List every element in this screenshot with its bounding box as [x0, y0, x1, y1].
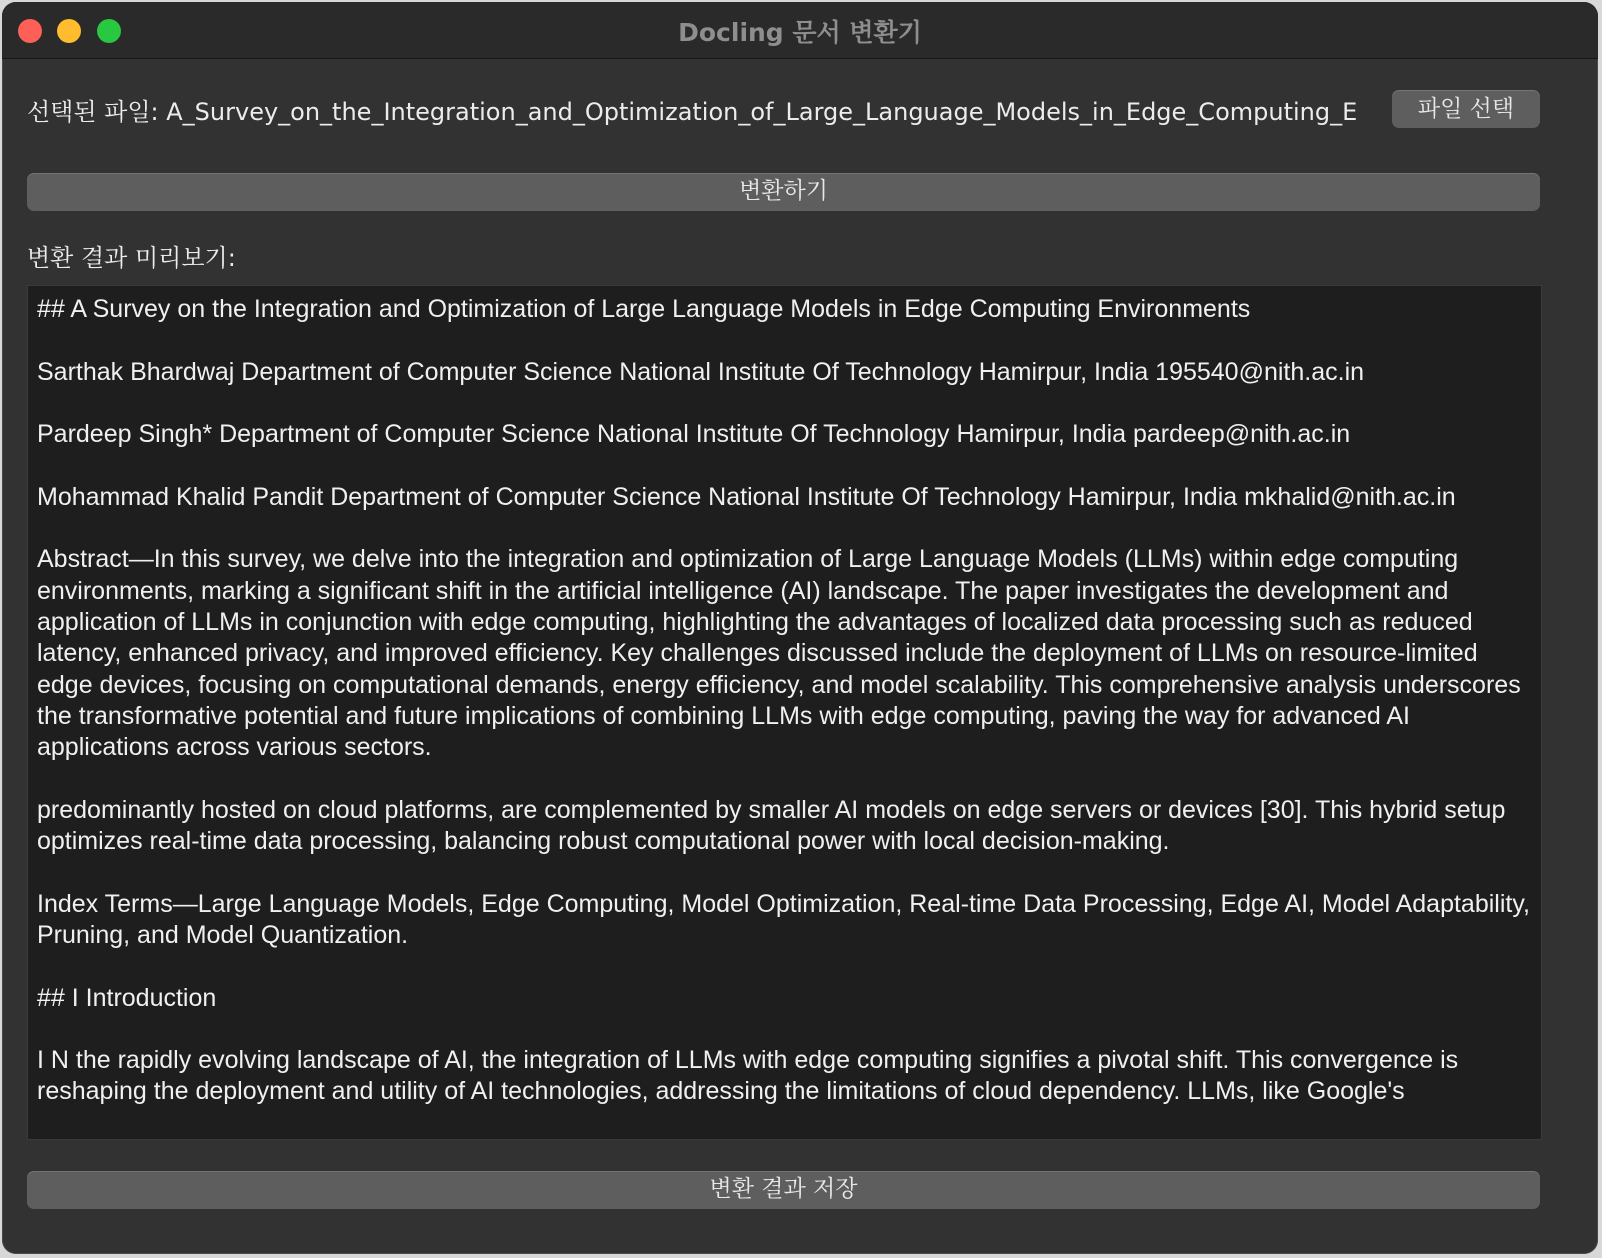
convert-button[interactable]: 변환하기	[27, 173, 1540, 211]
preview-paragraph: Mohammad Khalid Pandit Department of Computer Science National Institute Of Technology Hamirpur, India mkhalid@nith.ac.in	[37, 482, 1456, 511]
preview-label: 변환 결과 미리보기:	[27, 244, 236, 272]
selected-file-label: 선택된 파일: A_Survey_on_the_Integration_and_Optimization_of_Large_Language_Models_in_Edge_Computing_E	[27, 98, 1358, 126]
preview-paragraph: Index Terms—Large Language Models, Edge Computing, Model Optimization, Real-time Data Processing, Edge AI, Model Adaptability, Pruning, and Model Quantization.	[37, 889, 1530, 949]
preview-paragraph: predominantly hosted on cloud platforms, are complemented by smaller AI models on edge servers or devices [30]. This hybrid setup optimizes real-time data processing, balancing robust computational power with local decision-making.	[37, 795, 1506, 856]
window-title: Docling 문서 변환기	[678, 18, 922, 47]
preview-paragraph: I N the rapidly evolving landscape of AI, the integration of LLMs with edge computing signifies a pivotal shift. This convergence is reshaping the deployment and utility of AI technologies, addressing the limitations of cloud dependency. LLMs, like Google's	[37, 1046, 1459, 1106]
app-window	[2, 2, 1598, 1254]
preview-paragraph: ## I Introduction	[37, 983, 217, 1012]
preview-paragraph: ## A Survey on the Integration and Optimization of Large Language Models in Edge Computing Environments	[37, 295, 1251, 323]
preview-paragraph: Pardeep Singh* Department of Computer Science National Institute Of Technology Hamirpur, India pardeep@nith.ac.in	[37, 420, 1351, 449]
save-result-button[interactable]: 변환 결과 저장	[27, 1171, 1540, 1209]
preview-paragraph: Abstract—In this survey, we delve into the integration and optimization of Large Language Models (LLMs) within edge computing environments, marking a significant shift in the artificial intelligence (AI) landscape. The paper investigates the development and application of LLMs in conjunction with edge computing, highlighting the advantages of localized data processing such as reduced latency, enhanced privacy, and improved efficiency. Key challenges discussed include the deployment of LLMs on resource-limited edge devices, focusing on computational demands, energy efficiency, and model scalability. This comprehensive analysis underscores the transformative potential and future implications of combining LLMs with edge computing, paving the way for advanced AI applications across various sectors.	[37, 545, 1521, 762]
preview-content	[28, 286, 1541, 1108]
select-file-button[interactable]: 파일 선택	[1392, 90, 1540, 128]
preview-text-area[interactable]	[27, 285, 1542, 1140]
title-bar[interactable]	[2, 2, 1598, 59]
preview-paragraph: Sarthak Bhardwaj Department of Computer Science National Institute Of Technology Hamirpur, India 195540@nith.ac.in	[37, 357, 1365, 386]
